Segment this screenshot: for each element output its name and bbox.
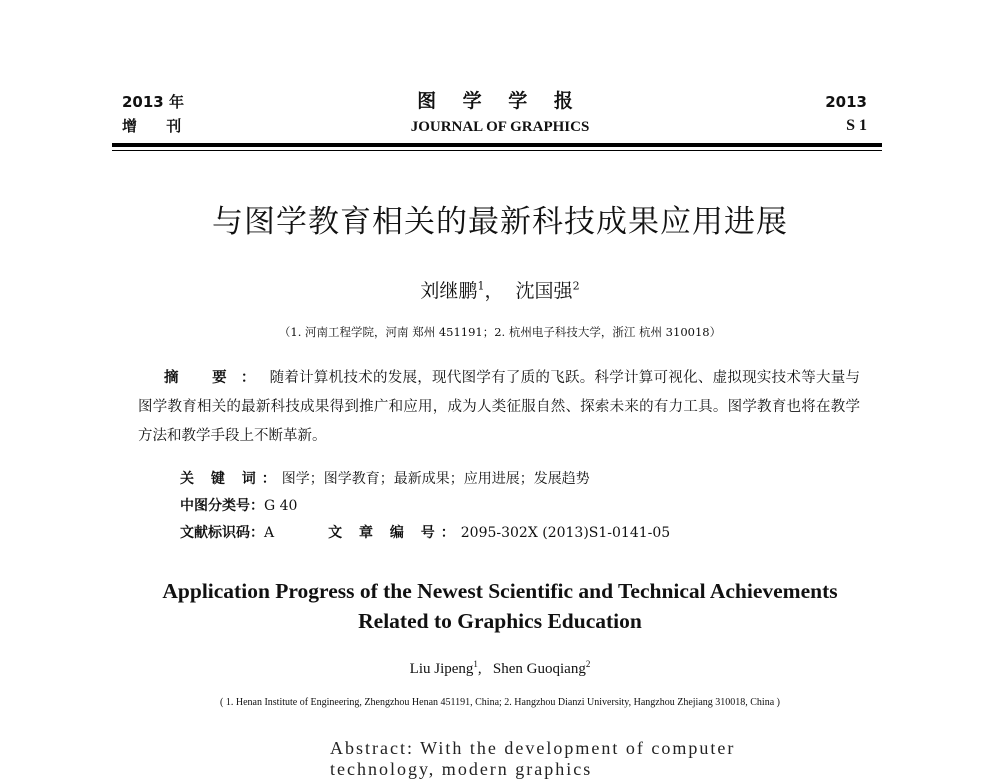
title-en-line2: Related to Graphics Education — [358, 609, 642, 633]
author-separator-en: , — [477, 661, 482, 677]
year-left: 2013 年 — [122, 93, 184, 111]
clc-row — [180, 493, 670, 520]
author1-sup: 1 — [477, 279, 485, 293]
title-en-line1: Application Progress of the Newest Scientific and Technical Achievements — [162, 579, 838, 603]
author1-en-sup: 1 — [473, 659, 478, 669]
article-number: 2095-302X (2013)S1-0141-05 — [460, 525, 671, 541]
clc-label: 中图分类号： — [180, 498, 264, 514]
issue-number: S 1 — [846, 117, 867, 134]
article-number-group — [328, 525, 670, 541]
supplement-label: 增 刊 — [122, 117, 194, 135]
author1-en: Liu Jipeng — [409, 661, 474, 677]
keywords: 图学；图学教育；最新成果；应用进展；发展趋势 — [281, 471, 590, 487]
header-right — [825, 90, 867, 138]
cut-off-text-line — [330, 738, 810, 779]
header-rule-thick — [112, 143, 882, 147]
keywords-row — [180, 466, 670, 493]
doc-code-row — [180, 520, 670, 547]
affiliation-en: ( 1. Henan Institute of Engineering, Zhengzhou Henan 451191, China; 2. Hangzhou Dianzi University, Hangzhou Zhejiang 310018, China ) — [220, 697, 780, 708]
doc-code-label: 文献标识码： — [180, 525, 264, 541]
author2-en: Shen Guoqiang — [492, 661, 586, 677]
cut-off-text: Abstract: With the development of computer technology, modern graphics — [330, 738, 736, 779]
article-number-label: 文 章 编 号： — [328, 525, 461, 541]
journal-title-en: JOURNAL OF GRAPHICS — [410, 119, 590, 135]
article-title-cn: 与图学教育相关的最新科技成果应用进展 — [212, 204, 788, 240]
header-rule-thin — [112, 150, 882, 151]
abstract-cn — [138, 364, 860, 451]
article-meta — [180, 466, 670, 547]
year-right: 2013 — [825, 93, 867, 111]
keywords-label: 关 键 词： — [180, 471, 282, 487]
article-title-en — [0, 576, 1000, 636]
abstract-label: 摘 要： — [164, 370, 270, 386]
authors-cn — [0, 276, 1000, 303]
doc-code: A — [264, 525, 275, 541]
abstract-text: 随着计算机技术的发展，现代图学有了质的飞跃。科学计算可视化、虚拟现实技术等大量与图学教育相关的最新科技成果得到推广和应用，成为人类征服自然、探索未来的有力工具。图学教育也将在教学方法和教学手段上不断革新。 — [138, 370, 860, 444]
author1-cn: 刘继鹏 — [420, 280, 478, 302]
author2-en-sup: 2 — [585, 659, 591, 669]
author-separator: ， — [484, 280, 504, 302]
author2-cn: 沈国强 — [515, 280, 573, 302]
journal-title-cn: 图 学 学 报 — [417, 90, 583, 112]
authors-en — [0, 659, 1000, 678]
affiliation-cn: （1. 河南工程学院，河南 郑州 451191；2. 杭州电子科技大学，浙江 杭州 310018） — [278, 325, 722, 339]
clc-number: G 40 — [264, 498, 298, 514]
author2-sup: 2 — [572, 279, 580, 293]
